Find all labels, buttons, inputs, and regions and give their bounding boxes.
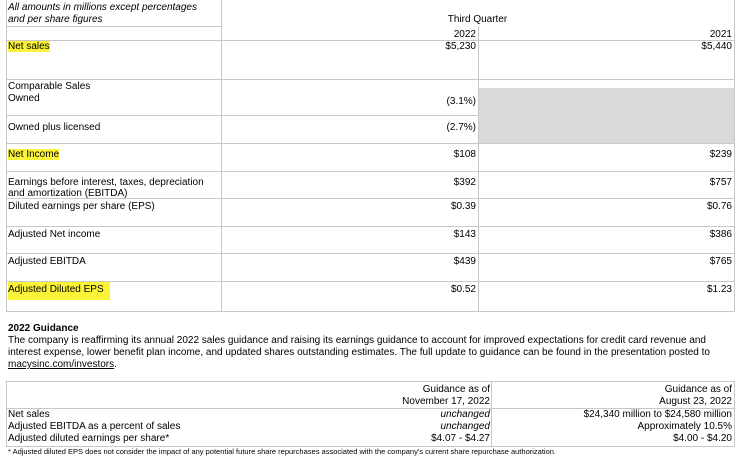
table-rule xyxy=(6,311,735,312)
table-rule xyxy=(6,143,735,144)
row-label-owned-plus-licensed: Owned plus licensed xyxy=(8,122,101,133)
guidance-border-right xyxy=(734,381,735,447)
value-2022: $439 xyxy=(453,256,476,267)
table-rule xyxy=(6,26,221,27)
table-rule xyxy=(6,253,735,254)
row-label-adjusted-ebitda: Adjusted EBITDA xyxy=(8,256,86,267)
guidance-row-label: Adjusted diluted earnings per share* xyxy=(8,433,170,444)
guidance-row-label: Net sales xyxy=(8,409,50,420)
row-label-adjusted-diluted-eps: Adjusted Diluted EPS xyxy=(8,284,110,295)
row-label-net-income: Net Income xyxy=(8,149,60,160)
header-note: All amounts in millions except percentages xyxy=(8,2,197,13)
guidance-aug-value: $24,340 million to $24,580 million xyxy=(583,409,732,420)
year-2021-header: 2021 xyxy=(709,29,732,40)
value-2022: $0.52 xyxy=(450,284,476,295)
table-border-right xyxy=(734,0,735,312)
value-2021: $1.23 xyxy=(706,284,732,295)
guidance-col-divider xyxy=(491,381,492,447)
table-border-left xyxy=(6,0,7,312)
investors-link[interactable]: macysinc.com/investors xyxy=(8,359,115,370)
guidance-nov-value: $4.07 - $4.27 xyxy=(431,433,490,444)
guidance-title: 2022 Guidance xyxy=(8,323,79,334)
value-2022: $392 xyxy=(453,177,476,188)
header-note-2: and per share figures xyxy=(8,14,103,25)
value-2021: $765 xyxy=(709,256,732,267)
value-2022: (2.7%) xyxy=(446,122,476,133)
guidance-nov-header-1: Guidance as of xyxy=(422,384,490,395)
shaded-cell xyxy=(479,88,734,143)
value-2022: $5,230 xyxy=(445,41,476,52)
value-2022: $143 xyxy=(453,229,476,240)
value-2022: $0.39 xyxy=(450,201,476,212)
guidance-nov-value: unchanged xyxy=(440,409,490,420)
footnote: * Adjusted diluted EPS does not consider the impact of any potential future share repurchases associated with the company's current share repurchase authorization. xyxy=(8,447,556,456)
guidance-border-left xyxy=(6,381,7,447)
guidance-paragraph-line-1: The company is reaffirming its annual 2022 sales guidance and raising its earnings guidance to account for improved expectations for credit card revenue and xyxy=(8,335,706,346)
row-label-net-sales: Net sales xyxy=(8,41,50,52)
value-2021: $757 xyxy=(709,177,732,188)
row-label-owned: Owned xyxy=(8,93,40,104)
year-2022-header: 2022 xyxy=(453,29,476,40)
guidance-paragraph-line-3: macysinc.com/investors. xyxy=(8,359,117,370)
row-label-ebitda: Earnings before interest, taxes, depreciation xyxy=(8,177,204,188)
guidance-paragraph-line-2: interest expense, lower benefit plan income, and updated shares outstanding estimates. The full update to guidance can be found in the presentation posted to xyxy=(8,347,710,358)
value-2022: (3.1%) xyxy=(446,96,476,107)
row-label-adjusted-net-income: Adjusted Net income xyxy=(8,229,101,240)
row-label-diluted-eps: Diluted earnings per share (EPS) xyxy=(8,201,155,212)
guidance-nov-value: unchanged xyxy=(440,421,490,432)
table-rule xyxy=(6,171,735,172)
table-col-divider-1 xyxy=(221,0,222,312)
row-label-ebitda-2: and amortization (EBITDA) xyxy=(8,188,128,199)
guidance-row-label: Adjusted EBITDA as a percent of sales xyxy=(8,421,181,432)
table-rule xyxy=(6,281,735,282)
value-2021: $239 xyxy=(709,149,732,160)
table-rule xyxy=(6,226,735,227)
guidance-aug-value: $4.00 - $4.20 xyxy=(673,433,732,444)
table-col-divider-2 xyxy=(478,26,479,312)
guidance-aug-header-1: Guidance as of xyxy=(664,384,732,395)
guidance-nov-header-2: November 17, 2022 xyxy=(402,396,490,407)
value-2021: $0.76 xyxy=(706,201,732,212)
table-rule xyxy=(6,79,735,80)
guidance-aug-header-2: August 23, 2022 xyxy=(659,396,732,407)
guidance-aug-value: Approximately 10.5% xyxy=(637,421,732,432)
value-2022: $108 xyxy=(453,149,476,160)
value-2021: $386 xyxy=(709,229,732,240)
guidance-rule xyxy=(6,381,735,382)
period-header: Third Quarter xyxy=(447,14,508,25)
value-2021: $5,440 xyxy=(701,41,732,52)
row-label-comparable-sales: Comparable Sales xyxy=(8,81,91,92)
table-rule xyxy=(6,40,735,41)
